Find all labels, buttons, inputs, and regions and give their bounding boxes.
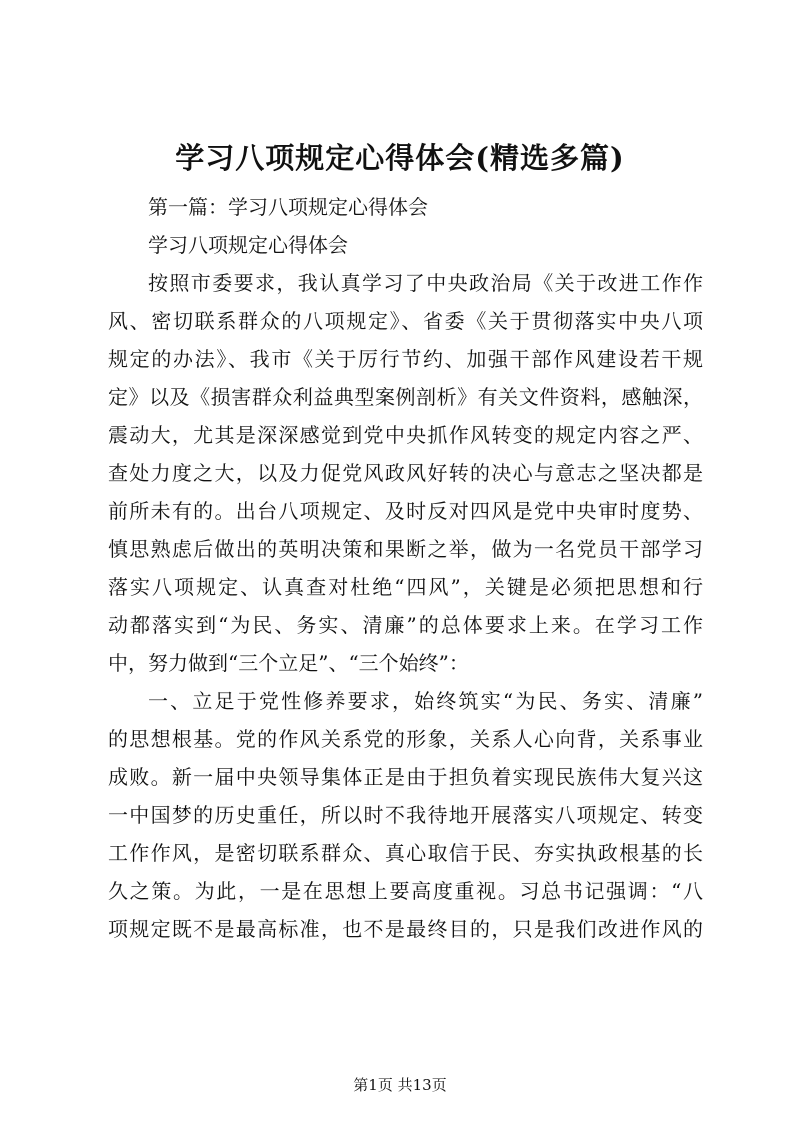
body-line: 查处力度之大，以及力促党风政风好转的决心与意志之坚决都是 xyxy=(108,461,703,485)
body-line: 工作作风，是密切联系群众、真心取信于民、夯实执政根基的长 xyxy=(108,841,703,865)
document-body xyxy=(108,188,703,948)
body-line: 一中国梦的历史重任，所以时不我待地开展落实八项规定、转变 xyxy=(108,803,703,827)
body-line: 中，努力做到“三个立足”、“三个始终”： xyxy=(108,651,469,675)
body-line: 慎思熟虑后做出的英明决策和果断之举，做为一名党员干部学习 xyxy=(108,537,703,561)
body-line: 的思想根基。党的作风关系党的形象，关系人心向背，关系事业 xyxy=(108,727,703,751)
page-title: 学习八项规定心得体会(精选多篇) xyxy=(175,141,625,175)
body-line: 学习八项规定心得体会 xyxy=(148,233,348,257)
body-line: 落实八项规定、认真查对杜绝“四风”，关键是必须把思想和行 xyxy=(108,575,703,599)
body-line: 前所未有的。出台八项规定、及时反对四风是党中央审时度势、 xyxy=(108,499,703,523)
body-line: 风、密切联系群众的八项规定》、省委《关于贯彻落实中央八项 xyxy=(108,309,703,333)
body-line: 一、立足于党性修养要求，始终筑实“为民、务实、清廉” xyxy=(148,689,703,713)
page-footer: 第1页 共13页 xyxy=(353,1076,447,1094)
body-line: 久之策。为此，一是在思想上要高度重视。习总书记强调：“八 xyxy=(108,879,703,903)
body-line: 成败。新一届中央领导集体正是由于担负着实现民族伟大复兴这 xyxy=(108,765,703,789)
body-line: 动都落实到“为民、务实、清廉”的总体要求上来。在学习工作 xyxy=(108,613,703,637)
body-line: 第一篇：学习八项规定心得体会 xyxy=(148,195,428,219)
body-line: 定》以及《损害群众利益典型案例剖析》有关文件资料，感触深， xyxy=(108,385,703,409)
body-line: 项规定既不是最高标准，也不是最终目的，只是我们改进作风的 xyxy=(108,917,703,941)
body-line: 按照市委要求，我认真学习了中央政治局《关于改进工作作 xyxy=(148,271,703,295)
body-line: 规定的办法》、我市《关于厉行节约、加强干部作风建设若干规 xyxy=(108,347,703,371)
body-line: 震动大，尤其是深深感觉到党中央抓作风转变的规定内容之严、 xyxy=(108,423,703,447)
